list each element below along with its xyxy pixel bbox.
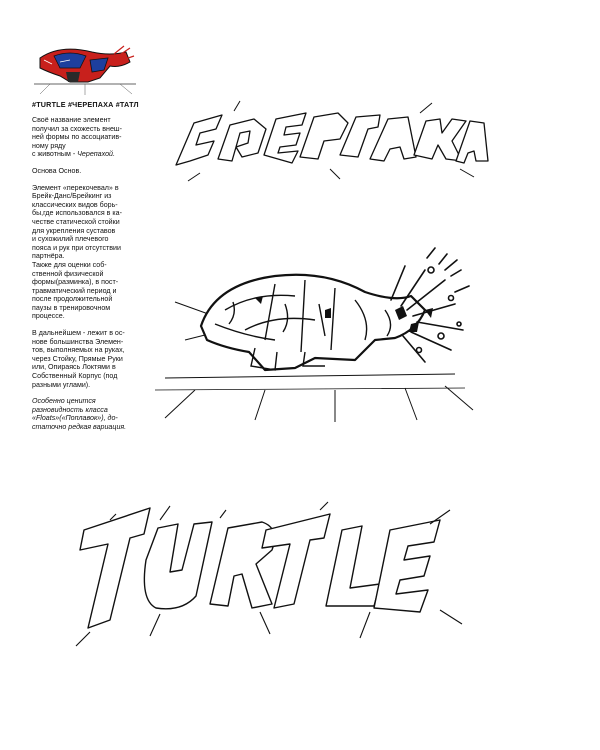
intro-text: Своё название элемент получил за схожесть внеш- ней формы по ассоциатив- ному ряду с животным - [32, 116, 122, 159]
usage-paragraph: В дальнейшем - лежит в ос- нове большинства Элемен- тов, выполняемых на руках, через Стойку, Прямые Руки или, Опираясь Локтями в Собственный Корпус (под разными углами). [32, 329, 125, 389]
graffiti-turtle-lettering [70, 500, 490, 650]
basics-paragraph: Основа Основ. [32, 166, 82, 175]
intro-emphasis: Черепахой. [77, 150, 115, 159]
intro-paragraph [32, 116, 162, 159]
hashtags-heading: #TURTLE #ЧЕРЕПАХА #ТАТЛ [32, 100, 139, 109]
history-paragraph: Элемент «перекочевал» в Брейк-Данс/Брейкинг из классических видов борь- бы,где использовался в ка- честве статической стойки для укрепления суставов и сухожилий плечевого пояса и рук при отсутствии партнёра. Также для оценки соб- ственной физической формы(разминка), в пост- травматический период и после продолжительной паузы в тренировочном процессе. [32, 183, 122, 321]
turtle-thumbnail-illustration [30, 38, 140, 96]
graffiti-cherepakha-lettering [170, 95, 490, 185]
floats-note-paragraph: Особенно ценится разновидность класса «Floats»(«Поплавок»), до- статочно редкая вариация. [32, 397, 127, 431]
turtle-pose-figure-drawing [155, 240, 475, 425]
description-column [32, 116, 162, 440]
